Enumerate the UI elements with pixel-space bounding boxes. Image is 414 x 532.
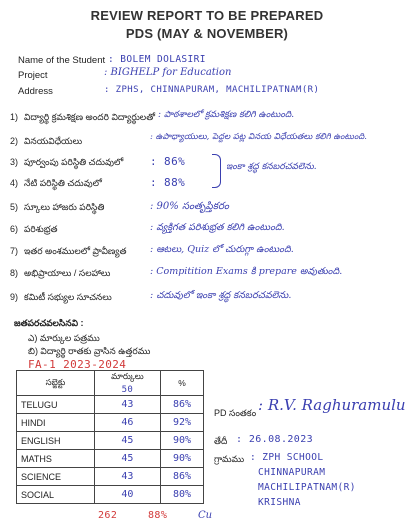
answer-text: : 90% సంతృప్తికరం [150,201,229,212]
question-label: కమిటీ సభ్యుల సూచనలు [24,292,112,302]
question-row [10,268,110,281]
question-row [10,136,82,149]
percent-cell: 86% [160,396,203,414]
question-number: 4) [10,178,19,188]
question-number: 2) [10,136,19,146]
village-label: గ్రామము [214,454,245,464]
answer-text: : 86% [150,155,186,168]
percent-cell: 90% [160,450,203,468]
question-number: 3) [10,157,19,167]
question-number: 5) [10,202,19,212]
remark-3-4: ఇంకా శ్రద్ధ కనబరచవలెను. [226,162,317,172]
exam-label: FA-1 2023-2024 [28,358,127,371]
answer-text: : 88% [150,176,186,189]
marks-cell: 46 [94,414,160,432]
subject-cell: TELUGU [17,396,95,414]
student-name-value: : BOLEM DOLASIRI [108,54,206,65]
total-percent: 88% [148,510,168,521]
attachment-marks-sheet: ఎ) మార్కుల పత్రము [28,333,100,343]
question-number: 6) [10,224,19,234]
table-row [17,486,204,504]
address-label: Address [18,86,53,97]
subject-cell: HINDI [17,414,95,432]
question-label: నేటి పరిస్థితి చదువులో [24,178,102,188]
date-label: తేదీ [214,436,228,446]
total-marks: 262 [98,510,118,521]
percent-cell: 86% [160,468,203,486]
project-value: : BIGHELP for Education [104,67,232,78]
marks-table [16,370,204,504]
attachments-title: జతపరచవలసినవి : [14,318,84,328]
project-label: Project [18,70,48,81]
question-number: 1) [10,112,19,122]
question-number: 8) [10,268,19,278]
report-title: REVIEW REPORT TO BE PREPARED [90,8,324,23]
table-row [17,414,204,432]
school-line-2: CHINNAPURAM [258,467,326,478]
address-value: : ZPHS, CHINNAPURAM, MACHILIPATNAM(R) [104,85,320,95]
answer-text: : చదువులో ఇంకా శ్రద్ధ కనబరచవలెను. [150,290,292,301]
marks-cell: 45 [94,450,160,468]
percent-cell: 90% [160,432,203,450]
answer-text: : పాఠశాలలో క్రమశిక్షణ కలిగి ఉంటుంది. [158,110,295,120]
question-label: ఇతర అంశములలో ప్రావీణ్యత [24,246,127,256]
marks-cell: 40 [94,486,160,504]
question-label: విద్యార్థి క్రమశిక్షణ అందరి విద్యార్థులతో [24,112,155,122]
answer-text: : ఉపాధ్యాయులు, పెద్దల పట్ల వినయ విధేయతలు కలిగి ఉంటుంది. [150,132,368,142]
header-marks-label: మార్కులు [111,371,144,381]
report-subtitle: PDS (MAY & NOVEMBER) [125,26,289,41]
question-label: స్కూలు హాజరు పరిస్థితి [24,202,105,212]
header-subject: సబ్జెక్టు [17,371,95,396]
attachment-letter: బి) విద్యార్థి రాతకు వ్రాసిన ఉత్తరము [28,346,151,356]
answer-text: : Compitition Exams కి prepare అవుతుంది. [150,266,343,277]
header-percent: % [160,371,203,396]
marks-cell: 43 [94,468,160,486]
question-row [10,178,102,191]
school-line-4: KRISHNA [258,497,301,508]
question-label: అభిప్రాయాలు / సలహాలు [24,268,111,278]
pd-signature: : R.V. Raghuramulu [258,396,406,414]
subject-cell: ENGLISH [17,432,95,450]
table-row [17,396,204,414]
subject-cell: SOCIAL [17,486,95,504]
initials: Cu [198,510,213,521]
question-label: పరిశుభ్రత [24,224,58,234]
answer-text: : ఆటలు, Quiz లో చురుగ్గా ఉంటుంది. [150,244,294,255]
question-row [10,112,155,125]
date-value: : 26.08.2023 [236,434,314,445]
table-header-row [17,371,204,396]
question-row [10,246,127,259]
question-number: 7) [10,246,19,256]
table-row [17,432,204,450]
question-label: వినయవిధేయలు [24,136,83,146]
percent-cell: 80% [160,486,203,504]
question-row [10,202,104,215]
question-number: 9) [10,292,19,302]
pd-signature-label: PD సంతకం [214,408,257,418]
question-row [10,224,58,237]
question-row [10,292,112,305]
table-row [17,468,204,486]
marks-cell: 45 [94,432,160,450]
marks-cell: 43 [94,396,160,414]
header-max-marks: 50 [121,385,134,395]
question-row [10,157,123,170]
student-name-label: Name of the Student [18,55,106,66]
school-line-3: MACHILIPATNAM(R) [258,482,356,493]
brace-mark [212,154,221,188]
subject-cell: SCIENCE [17,468,95,486]
answer-text: : వ్యక్తిగత పరిశుభ్రత కలిగి ఉంటుంది. [150,222,285,233]
percent-cell: 92% [160,414,203,432]
question-label: పూర్వంపు పరిస్థితి చదువులో [24,157,124,167]
table-row [17,450,204,468]
header-marks [94,371,160,396]
school-line-1: : ZPH SCHOOL [250,452,324,463]
subject-cell: MATHS [17,450,95,468]
